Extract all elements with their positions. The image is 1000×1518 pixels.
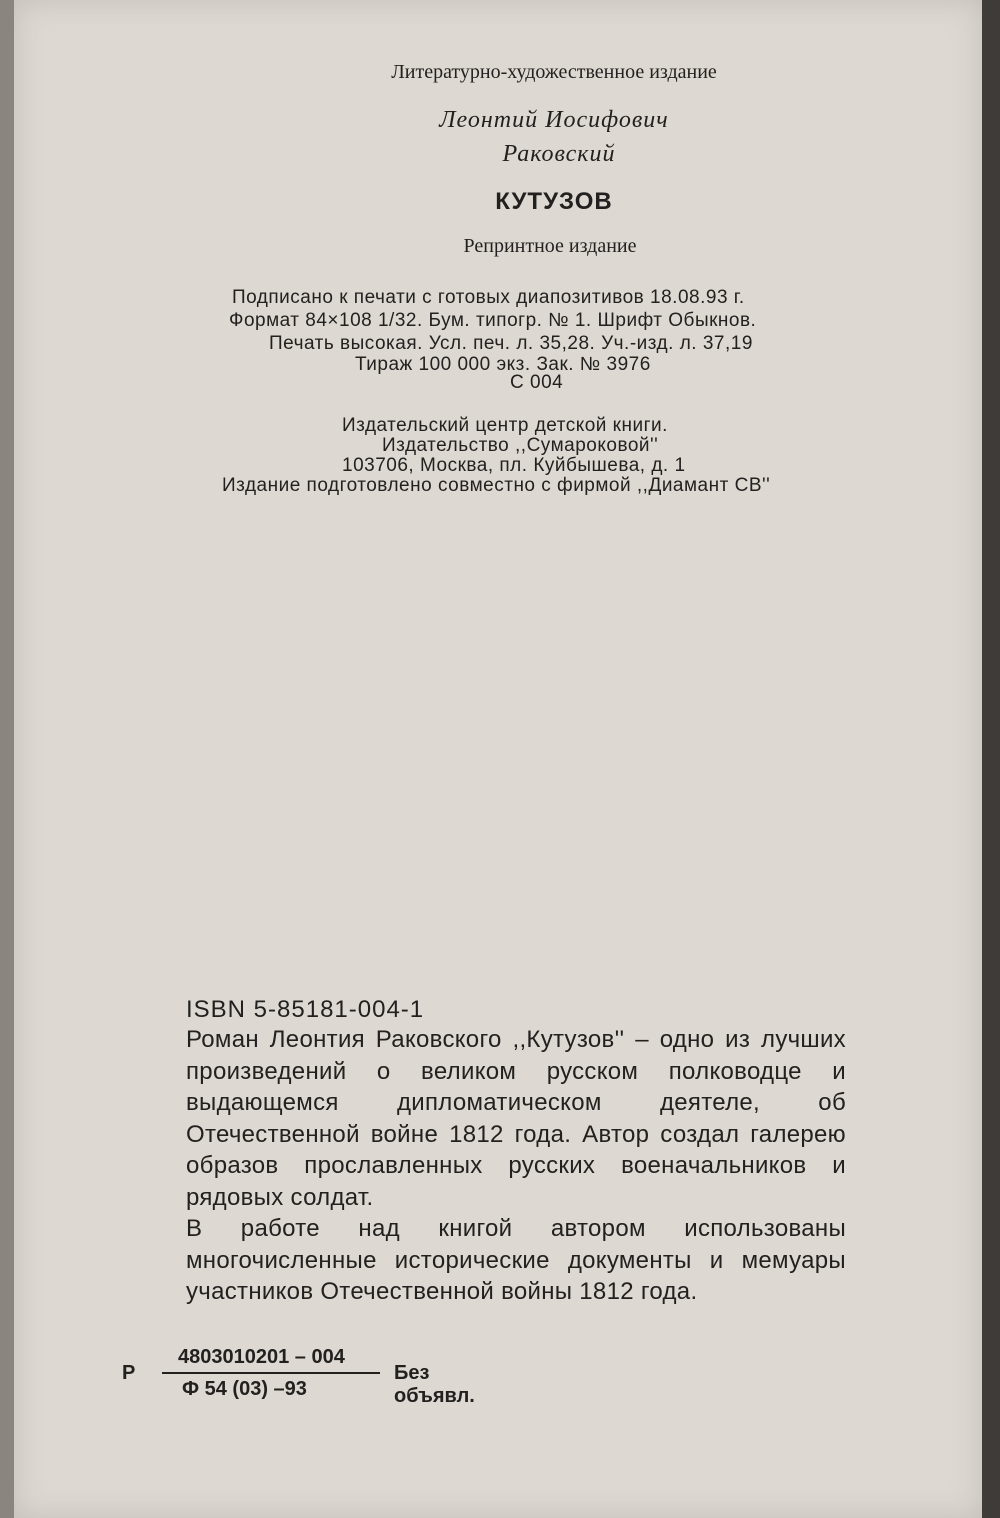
classification-denominator: Ф 54 (03) –93 <box>182 1378 307 1400</box>
annotation-paragraph: В работе над книгой автором использованы многочисленные исторические документы и мемуары участников Отечественной войны 1812 года. <box>186 1215 846 1305</box>
printing-line: Формат 84×108 1/32. Бум. типогр. № 1. Шрифт Обыкнов. <box>229 310 757 331</box>
printing-line: Подписано к печати с готовых диапозитивов 18.08.93 г. <box>232 287 745 308</box>
publisher-line: Издание подготовлено совместно с фирмой ,,Диамант СВ'' <box>222 475 771 496</box>
printing-line: Тираж 100 000 экз. Зак. № 3976 <box>355 354 651 375</box>
classification-letter: Р <box>122 1362 136 1384</box>
printing-line: Печать высокая. Усл. печ. л. 35,28. Уч.-изд. л. 37,19 <box>269 333 753 354</box>
genre-label: Литературно-художественное издание <box>391 61 717 83</box>
classification-numerator: 4803010201 – 004 <box>178 1346 345 1368</box>
annotation-paragraph: Роман Леонтия Раковского ,,Кутузов'' – одно из лучших произведений о великом русском полководце и выдающемся дипломатическом деятеле, об Отечественной войне 1812 года. Автор создал галерею образов прославленных русских военачальников и рядовых солдат. <box>186 1026 846 1211</box>
publisher-line: Издательство ,,Сумароковой'' <box>382 435 659 456</box>
publisher-line: 103706, Москва, пл. Куйбышева, д. 1 <box>342 455 686 476</box>
edition-subtitle: Репринтное издание <box>463 235 637 257</box>
publisher-line: Издательский центр детской книги. <box>342 415 668 436</box>
printing-line: С 004 <box>510 372 564 393</box>
author-first-name: Леонтий Иосифович <box>439 107 669 133</box>
right-page-edge <box>982 0 1000 1518</box>
book-title: КУТУЗОВ <box>495 188 613 215</box>
announcement-note: Без объявл. <box>394 1362 475 1407</box>
fraction-divider <box>162 1372 380 1374</box>
classification-code <box>122 1346 482 1416</box>
book-imprint-page <box>14 0 982 1518</box>
left-page-edge <box>0 0 14 1518</box>
author-last-name: Раковский <box>502 141 616 167</box>
isbn-number: ISBN 5-85181-004-1 <box>186 996 425 1023</box>
